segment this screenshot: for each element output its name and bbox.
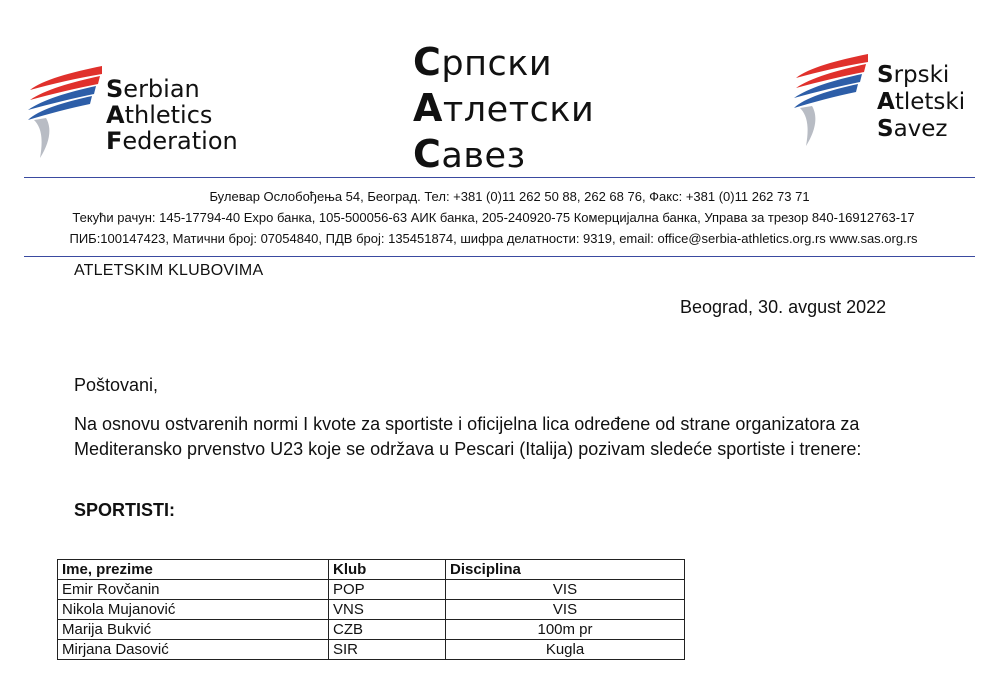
athlete-discipline: Kugla xyxy=(446,640,685,660)
athlete-name: Emir Rovčanin xyxy=(58,580,329,600)
athlete-club: VNS xyxy=(329,600,446,620)
ids-line: ПИБ:100147423, Матични број: 07054840, ПДВ број: 135451874, шифра делатности: 9319, email: office@serbia-athletics.org.rs www.sas.org.rs xyxy=(69,231,918,246)
athlete-discipline: 100m pr xyxy=(446,620,685,640)
athlete-name: Marija Bukvić xyxy=(58,620,329,640)
athlete-club: POP xyxy=(329,580,446,600)
brand-left: Serbian Athletics Federation xyxy=(106,75,238,155)
accounts-line: Текући рачун: 145-17794-40 Expo банка, 105-500056-63 АИК банка, 205-240920-75 Комерцијална банка, Управа за трезор 840-16912763-17 xyxy=(72,210,915,225)
athlete-club: SIR xyxy=(329,640,446,660)
serbian-athletics-logo-left xyxy=(22,62,112,162)
letter-date: Beograd, 30. avgust 2022 xyxy=(680,297,887,317)
table-row xyxy=(58,600,685,620)
athlete-name: Nikola Mujanović xyxy=(58,600,329,620)
header-club: Klub xyxy=(329,560,446,580)
athlete-discipline: VIS xyxy=(446,600,685,620)
greeting: Poštovani, xyxy=(74,375,159,395)
section-title: SPORTISTI: xyxy=(74,500,176,520)
table-row xyxy=(58,580,685,600)
athlete-name: Mirjana Dasović xyxy=(58,640,329,660)
center-title: Српски Атлетски Савез xyxy=(413,40,595,176)
serbian-athletics-logo-right xyxy=(788,50,878,150)
table-row xyxy=(58,640,685,660)
athletes-table xyxy=(57,559,685,660)
header-discipline: Disciplina xyxy=(446,560,685,580)
brand-right: Srpski Atletski Savez xyxy=(877,62,966,142)
header-divider-bottom xyxy=(24,256,975,257)
table-row xyxy=(58,620,685,640)
table-header-row xyxy=(58,560,685,580)
header-name: Ime, prezime xyxy=(58,560,329,580)
athlete-club: CZB xyxy=(329,620,446,640)
recipient: ATLETSKIM KLUBOVIMA xyxy=(74,262,264,279)
letter-body: Na osnovu ostvarenih normi I kvote za sportiste i oficijelna lica određene od strane organizatora za Mediteransko prvenstvo U23 koje se održava u Pescari (Italija) pozivam sledeće sportiste i trenere: xyxy=(74,414,862,459)
address-line: Булевар Ослобођења 54, Београд. Тел: +381 (0)11 262 50 88, 262 68 76, Факс: +381 (0)11 262 73 71 xyxy=(209,189,810,204)
header-divider-top xyxy=(24,177,975,178)
athlete-discipline: VIS xyxy=(446,580,685,600)
